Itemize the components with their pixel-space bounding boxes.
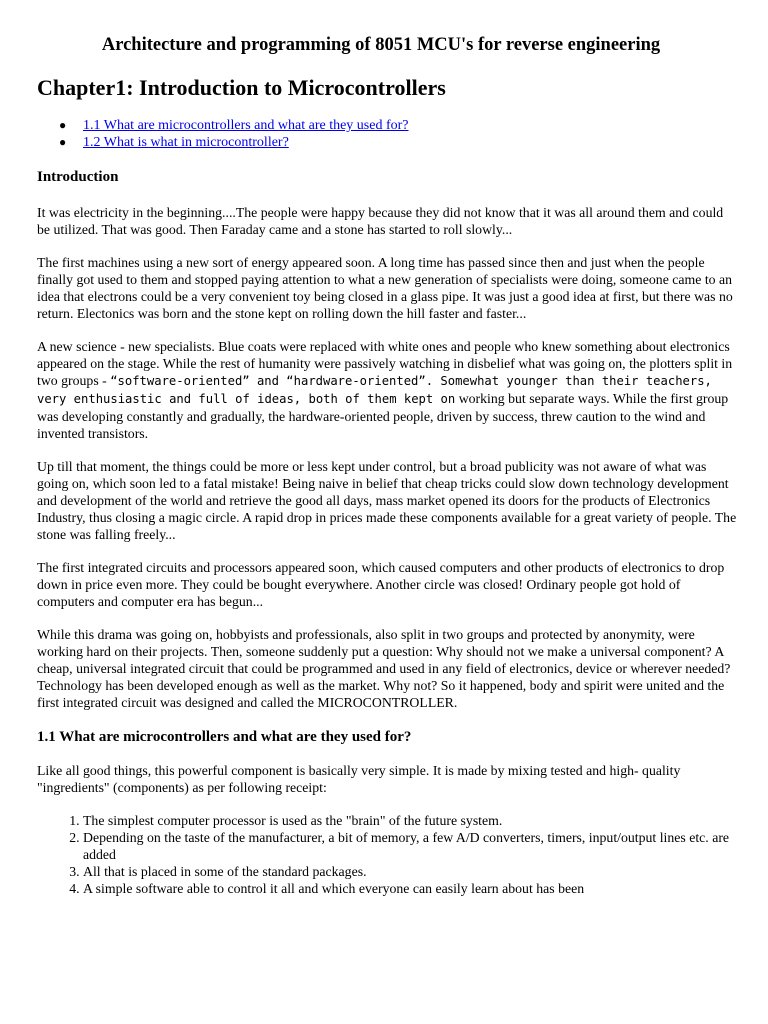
list-item: 1. The simplest computer processor is used as the "brain" of the future system. [83, 812, 737, 829]
paragraph: Up till that moment, the things could be more or less kept under control, but a broad publicity was not aware of what was going on, which soon led to a fatal mistake! Being naive in belief that cheap tricks could slow down technology development and development of the world and retrieve the good all days, mass market opened its doors for the products of Electronics Industry, thus closing a magic circle. A rapid drop in prices made these components available for a great variety of people. The stone was falling freely... [37, 459, 737, 542]
paragraph: It was electricity in the beginning....The people were happy because they did not know that it was all around them and could be utilized. That was good. Then Faraday came and a stone has started to roll slowly... [37, 205, 724, 237]
bullet-icon: ● [59, 118, 67, 132]
toc-link-1-2[interactable]: 1.2 What is what in microcontroller? [83, 135, 289, 150]
paragraph: While this drama was going on, hobbyists and professionals, also split in two groups and protected by anonymity, were working hard on their projects. Then, someone suddenly put a question: Why should not we make a universal component? A cheap, universal integrated circuit that could be programmed and used in any field of electronics, device or wherever needed? Technology has been developed enough as well as the market. Why not? So it happened, body and spirit were united and the first integrated circuit was designed and called the MICROCONTROLLER. [37, 627, 731, 710]
toc-item [37, 134, 409, 151]
list-item: 3. All that is placed in some of the standard packages. [83, 863, 737, 880]
introduction-heading: Introduction [37, 169, 119, 185]
list-item: 4. A simple software able to control it all and which everyone can easily learn about has been [83, 880, 737, 897]
chapter-title: Chapter1: Introduction to Microcontrollers [37, 75, 446, 100]
document-body [37, 204, 737, 897]
document-title: Architecture and programming of 8051 MCU's for reverse engineering [101, 35, 661, 55]
recipe-list [37, 812, 737, 897]
toc-item [37, 117, 409, 134]
paragraph: The first integrated circuits and processors appeared soon, which caused computers and other products of electronics to drop down in price even more. They could be bought everywhere. Another circle was closed! Ordinary people got hold of computers and computer era has begun... [37, 560, 725, 609]
paragraph: The first machines using a new sort of energy appeared soon. A long time has passed since then and just when the people finally got used to them and stopped paying attention to what a new generation of specialists were doing, someone came to an idea that electrons could be a very convenient toy being closed in a glass pipe. It was just a good idea at first, but there was no return. Electonics was born and the stone kept on rolling down the hill faster and faster... [37, 255, 733, 321]
paragraph: A new science - new specialists. Blue coats were replaced with white ones and people who knew something about electronics appeared on the stage. While the rest of humanity were passively watching in disbelief what was going on, the plotters split in two groups - “software-oriented” and “hardware-oriented”. Somewhat younger than their teachers, very enthusiastic and full of ideas, both of them kept on working but separate ways. While the first group was developing constantly and gradually, the hardware-oriented people, driven by success, threw caution to the wind and invented transistors. [37, 339, 733, 441]
section-heading-1-1: 1.1 What are microcontrollers and what are they used for? [37, 729, 412, 745]
list-item: 2. Depending on the taste of the manufacturer, a bit of memory, a few A/D converters, timers, input/output lines etc. are added [83, 829, 737, 863]
bullet-icon: ● [59, 135, 67, 149]
paragraph: Like all good things, this powerful component is basically very simple. It is made by mixing tested and high- quality "ingredients" (components) as per following receipt: [37, 763, 681, 795]
toc-link-1-1[interactable]: 1.1 What are microcontrollers and what are they used for? [83, 118, 409, 133]
table-of-contents [37, 117, 409, 151]
